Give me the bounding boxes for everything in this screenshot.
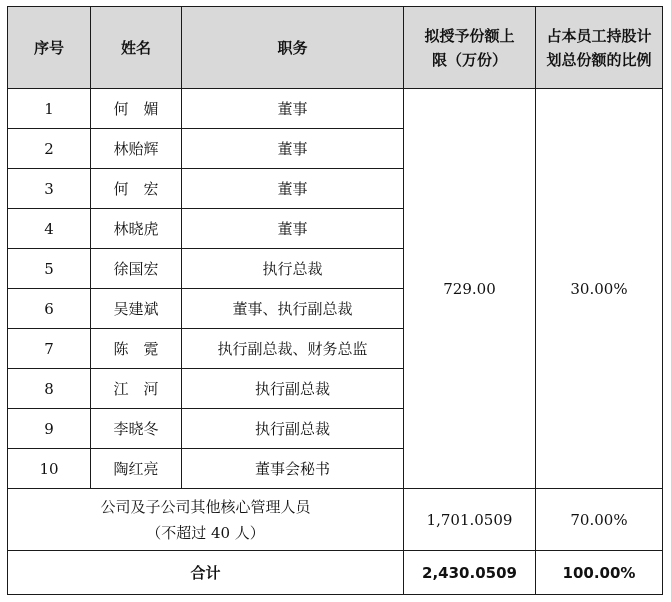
row-position: 董事 [182,89,404,129]
row-position: 执行总裁 [182,249,404,289]
row-position: 董事 [182,129,404,169]
row-no: 9 [8,409,91,449]
row-name: 林贻辉 [91,129,182,169]
header-position: 职务 [182,7,404,89]
row-name: 吴建斌 [91,289,182,329]
row-no: 10 [8,449,91,489]
row-position: 董事 [182,209,404,249]
group-amount: 729.00 [404,89,536,489]
row-name: 江 河 [91,369,182,409]
total-ratio: 100.00% [536,551,663,595]
group-ratio: 30.00% [536,89,663,489]
total-amount: 2,430.0509 [404,551,536,595]
row-position: 执行副总裁、财务总监 [182,329,404,369]
row-name: 林晓虎 [91,209,182,249]
row-no: 2 [8,129,91,169]
others-label [8,489,404,551]
header-no: 序号 [8,7,91,89]
row-no: 3 [8,169,91,209]
row-no: 7 [8,329,91,369]
header-amount: 拟授予份额上限（万份） [404,7,536,89]
row-name: 陈 霓 [91,329,182,369]
others-amount: 1,701.0509 [404,489,536,551]
row-name: 陶红亮 [91,449,182,489]
row-no: 4 [8,209,91,249]
others-ratio: 70.00% [536,489,663,551]
row-no: 6 [8,289,91,329]
others-label-line2: （不超过 40 人） [146,523,265,542]
row-position: 执行副总裁 [182,409,404,449]
header-name: 姓名 [91,7,182,89]
header-ratio: 占本员工持股计划总份额的比例 [536,7,663,89]
row-no: 1 [8,89,91,129]
row-name: 李晓冬 [91,409,182,449]
row-name: 何 宏 [91,169,182,209]
row-name: 何 媚 [91,89,182,129]
row-position: 董事会秘书 [182,449,404,489]
total-label: 合计 [8,551,404,595]
row-name: 徐国宏 [91,249,182,289]
others-label-line1: 公司及子公司其他核心管理人员 [100,497,311,516]
employee-stock-plan-table [7,6,663,595]
row-position: 董事、执行副总裁 [182,289,404,329]
row-no: 8 [8,369,91,409]
row-position: 执行副总裁 [182,369,404,409]
row-no: 5 [8,249,91,289]
row-position: 董事 [182,169,404,209]
